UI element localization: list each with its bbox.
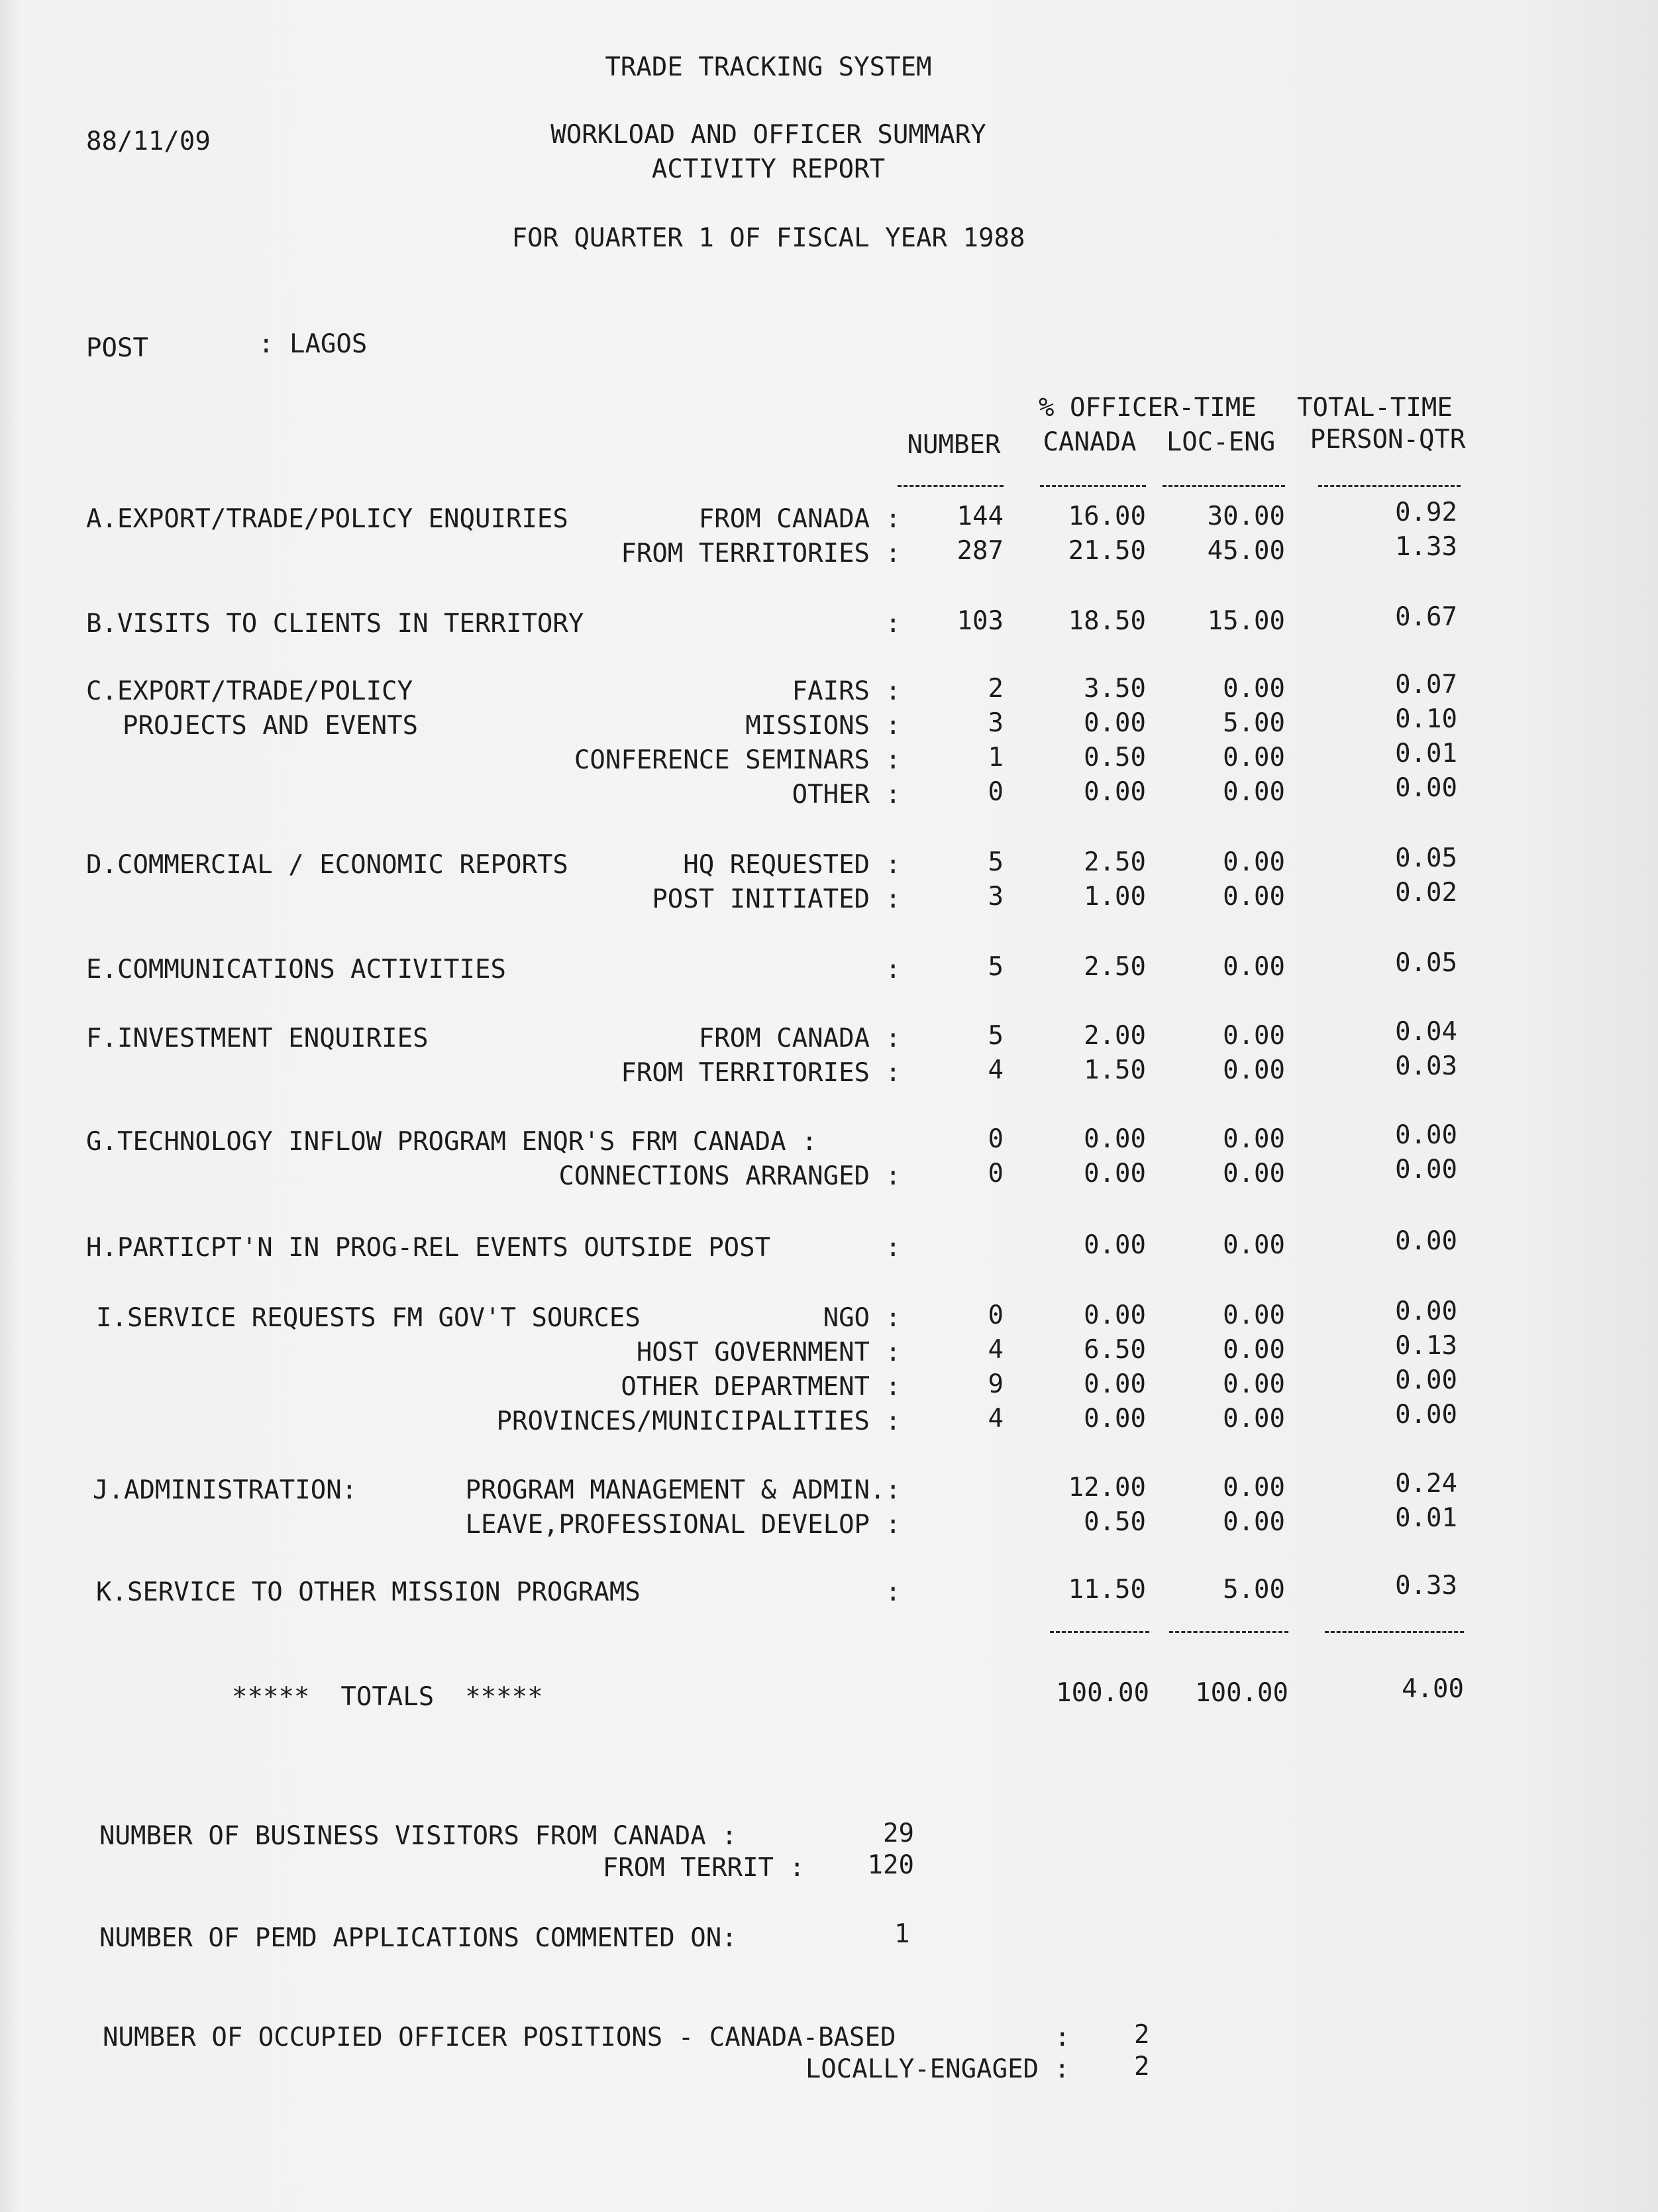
report-date: 88/11/09 [86, 127, 211, 156]
officer-positions-locally-engaged: 2 [1134, 2052, 1150, 2081]
header-underline-number [898, 485, 1004, 487]
row-sublabel: PROGRAM MANAGEMENT & ADMIN.: [465, 1475, 901, 1505]
row-sublabel: : [885, 609, 901, 639]
row-canada: 1.50 [1084, 1055, 1146, 1085]
row-number: 0 [988, 1300, 1004, 1330]
pemd-applications-label: NUMBER OF PEMD APPLICATIONS COMMENTED ON: [99, 1923, 737, 1953]
row-person-qtr: 0.01 [1395, 1503, 1457, 1533]
row-number: 4 [988, 1404, 1004, 1434]
row-loc-eng: 0.00 [1223, 1507, 1285, 1537]
totals-label: ***** TOTALS ***** [232, 1682, 543, 1712]
row-sublabel: MISSIONS : [745, 711, 901, 741]
row-canada: 0.50 [1084, 743, 1146, 772]
row-person-qtr: 0.00 [1395, 1155, 1457, 1185]
row-sublabel: FROM TERRITORIES : [621, 539, 901, 568]
row-loc-eng: 0.00 [1223, 1369, 1285, 1399]
row-loc-eng: 0.00 [1223, 952, 1285, 982]
row-label: A.EXPORT/TRADE/POLICY ENQUIRIES [86, 504, 568, 534]
row-person-qtr: 0.00 [1395, 1120, 1457, 1150]
business-visitors-territ: 120 [867, 1850, 914, 1880]
row-number: 103 [957, 606, 1004, 636]
row-canada: 0.00 [1084, 1124, 1146, 1154]
row-canada: 2.00 [1084, 1021, 1146, 1051]
col-header-loc-eng: LOC-ENG [1166, 427, 1276, 457]
row-canada: 0.00 [1084, 1300, 1146, 1330]
row-sublabel: PROVINCES/MUNICIPALITIES : [496, 1406, 901, 1436]
row-person-qtr: 0.00 [1395, 1296, 1457, 1326]
row-number: 5 [988, 847, 1004, 877]
row-loc-eng: 0.00 [1223, 1021, 1285, 1051]
row-loc-eng: 5.00 [1223, 1575, 1285, 1605]
row-label: F.INVESTMENT ENQUIRIES [86, 1024, 429, 1053]
officer-positions-colon: : [1055, 2023, 1070, 2052]
row-loc-eng: 0.00 [1223, 743, 1285, 772]
row-canada: 2.50 [1084, 847, 1146, 877]
row-canada: 0.00 [1084, 1159, 1146, 1188]
totals-loc-eng: 100.00 [1195, 1678, 1288, 1708]
row-label: D.COMMERCIAL / ECONOMIC REPORTS [86, 850, 568, 880]
row-sublabel: OTHER : [792, 780, 901, 810]
row-person-qtr: 1.33 [1395, 532, 1457, 562]
row-canada: 0.00 [1084, 777, 1146, 807]
row-number: 287 [957, 536, 1004, 566]
row-sublabel: : [885, 1577, 901, 1607]
row-number: 5 [988, 952, 1004, 982]
header-underline-loc-eng [1163, 485, 1285, 487]
row-loc-eng: 0.00 [1223, 847, 1285, 877]
row-person-qtr: 0.92 [1395, 498, 1457, 527]
row-canada: 0.50 [1084, 1507, 1146, 1537]
row-label: J.ADMINISTRATION: [93, 1475, 358, 1505]
row-canada: 2.50 [1084, 952, 1146, 982]
row-sublabel: FAIRS : [792, 676, 901, 706]
row-canada: 11.50 [1068, 1575, 1146, 1605]
row-person-qtr: 0.13 [1395, 1331, 1457, 1361]
business-visitors-canada: 29 [883, 1818, 914, 1848]
row-person-qtr: 0.07 [1395, 670, 1457, 700]
row-loc-eng: 0.00 [1223, 1473, 1285, 1502]
row-sublabel: HQ REQUESTED : [683, 850, 901, 880]
row-person-qtr: 0.67 [1395, 602, 1457, 632]
row-label: E.COMMUNICATIONS ACTIVITIES [86, 955, 506, 984]
row-loc-eng: 0.00 [1223, 1230, 1285, 1260]
row-person-qtr: 0.04 [1395, 1017, 1457, 1047]
row-number: 2 [988, 674, 1004, 704]
row-number: 3 [988, 882, 1004, 912]
row-loc-eng: 0.00 [1223, 882, 1285, 912]
row-canada: 0.00 [1084, 708, 1146, 738]
row-sublabel: CONFERENCE SEMINARS : [574, 745, 901, 775]
row-sublabel: NGO : [823, 1303, 901, 1333]
row-canada: 0.00 [1084, 1404, 1146, 1434]
row-loc-eng: 15.00 [1207, 606, 1285, 636]
row-sublabel: HOST GOVERNMENT : [636, 1338, 901, 1367]
row-number: 4 [988, 1055, 1004, 1085]
row-number: 1 [988, 743, 1004, 772]
header-underline-person-qtr [1318, 485, 1461, 487]
report-title-line-2: ACTIVITY REPORT [651, 154, 886, 184]
col-header-canada: CANADA [1043, 427, 1137, 457]
totals-rule-person-qtr [1325, 1631, 1464, 1633]
row-number: 144 [957, 501, 1004, 531]
officer-positions-le-label: LOCALLY-ENGAGED : [805, 2054, 1070, 2084]
row-sublabel: : [885, 955, 901, 984]
row-canada: 12.00 [1068, 1473, 1146, 1502]
row-sublabel: LEAVE,PROFESSIONAL DEVELOP : [465, 1510, 901, 1540]
officer-positions-label: NUMBER OF OCCUPIED OFFICER POSITIONS - CANADA-BASED [103, 2023, 896, 2052]
row-label: C.EXPORT/TRADE/POLICY [86, 676, 413, 706]
post-label: POST [86, 333, 148, 363]
report-period: FOR QUARTER 1 OF FISCAL YEAR 1988 [511, 223, 1025, 253]
row-label: I.SERVICE REQUESTS FM GOV'T SOURCES [96, 1303, 641, 1333]
row-loc-eng: 0.00 [1223, 1055, 1285, 1085]
row-sublabel: FROM TERRITORIES : [621, 1058, 901, 1088]
row-loc-eng: 5.00 [1223, 708, 1285, 738]
row-person-qtr: 0.01 [1395, 739, 1457, 768]
row-person-qtr: 0.00 [1395, 1226, 1457, 1256]
row-canada: 6.50 [1084, 1335, 1146, 1365]
pemd-applications-value: 1 [894, 1919, 910, 1949]
row-sublabel: FROM CANADA : [698, 504, 901, 534]
row-person-qtr: 0.00 [1395, 1365, 1457, 1395]
row-person-qtr: 0.00 [1395, 773, 1457, 803]
row-number: 4 [988, 1335, 1004, 1365]
totals-rule-canada [1050, 1631, 1149, 1633]
row-number: 0 [988, 1124, 1004, 1154]
system-title: TRADE TRACKING SYSTEM [605, 52, 932, 82]
row-sublabel: FROM CANADA : [698, 1024, 901, 1053]
row-loc-eng: 30.00 [1207, 501, 1285, 531]
row-number: 9 [988, 1369, 1004, 1399]
row-canada: 0.00 [1084, 1230, 1146, 1260]
row-person-qtr: 0.05 [1395, 948, 1457, 978]
row-person-qtr: 0.00 [1395, 1400, 1457, 1430]
row-sublabel: CONNECTIONS ARRANGED : [558, 1161, 901, 1191]
row-label: G.TECHNOLOGY INFLOW PROGRAM ENQR'S FRM CANADA : [86, 1127, 817, 1157]
row-person-qtr: 0.05 [1395, 843, 1457, 873]
officer-positions-canada-based: 2 [1134, 2020, 1150, 2050]
row-label: PROJECTS AND EVENTS [123, 711, 419, 741]
row-loc-eng: 0.00 [1223, 674, 1285, 704]
row-loc-eng: 0.00 [1223, 1300, 1285, 1330]
row-label: H.PARTICPT'N IN PROG-REL EVENTS OUTSIDE POST [86, 1233, 771, 1263]
row-canada: 1.00 [1084, 882, 1146, 912]
row-canada: 21.50 [1068, 536, 1146, 566]
col-header-pct-officer-time: % OFFICER-TIME [1039, 393, 1257, 423]
row-loc-eng: 0.00 [1223, 1159, 1285, 1188]
row-person-qtr: 0.03 [1395, 1051, 1457, 1081]
row-loc-eng: 0.00 [1223, 1335, 1285, 1365]
row-label: K.SERVICE TO OTHER MISSION PROGRAMS [96, 1577, 641, 1607]
row-person-qtr: 0.10 [1395, 704, 1457, 734]
row-canada: 18.50 [1068, 606, 1146, 636]
row-number: 0 [988, 777, 1004, 807]
totals-canada: 100.00 [1056, 1678, 1149, 1708]
row-loc-eng: 0.00 [1223, 1124, 1285, 1154]
totals-person-qtr: 4.00 [1402, 1674, 1464, 1704]
row-sublabel: POST INITIATED : [652, 884, 901, 914]
col-header-number: NUMBER [907, 430, 1001, 460]
col-header-person-qtr: PERSON-QTR [1310, 425, 1466, 454]
business-visitors-territ-label: FROM TERRIT : [602, 1853, 805, 1883]
row-person-qtr: 0.02 [1395, 878, 1457, 908]
row-label: B.VISITS TO CLIENTS IN TERRITORY [86, 609, 584, 639]
report-title-line-1: WORKLOAD AND OFFICER SUMMARY [550, 120, 986, 150]
col-header-total-time: TOTAL-TIME [1297, 393, 1453, 423]
row-loc-eng: 0.00 [1223, 1404, 1285, 1434]
row-person-qtr: 0.33 [1395, 1571, 1457, 1601]
row-sublabel: OTHER DEPARTMENT : [621, 1372, 901, 1402]
row-number: 0 [988, 1159, 1004, 1188]
row-canada: 16.00 [1068, 501, 1146, 531]
post-value: : LAGOS [258, 329, 368, 359]
row-loc-eng: 45.00 [1207, 536, 1285, 566]
business-visitors-label: NUMBER OF BUSINESS VISITORS FROM CANADA : [99, 1821, 737, 1851]
row-number: 5 [988, 1021, 1004, 1051]
row-canada: 3.50 [1084, 674, 1146, 704]
row-number: 3 [988, 708, 1004, 738]
row-canada: 0.00 [1084, 1369, 1146, 1399]
row-sublabel: : [885, 1233, 901, 1263]
totals-rule-loc-eng [1169, 1631, 1288, 1633]
row-person-qtr: 0.24 [1395, 1469, 1457, 1499]
header-underline-canada [1040, 485, 1146, 487]
row-loc-eng: 0.00 [1223, 777, 1285, 807]
